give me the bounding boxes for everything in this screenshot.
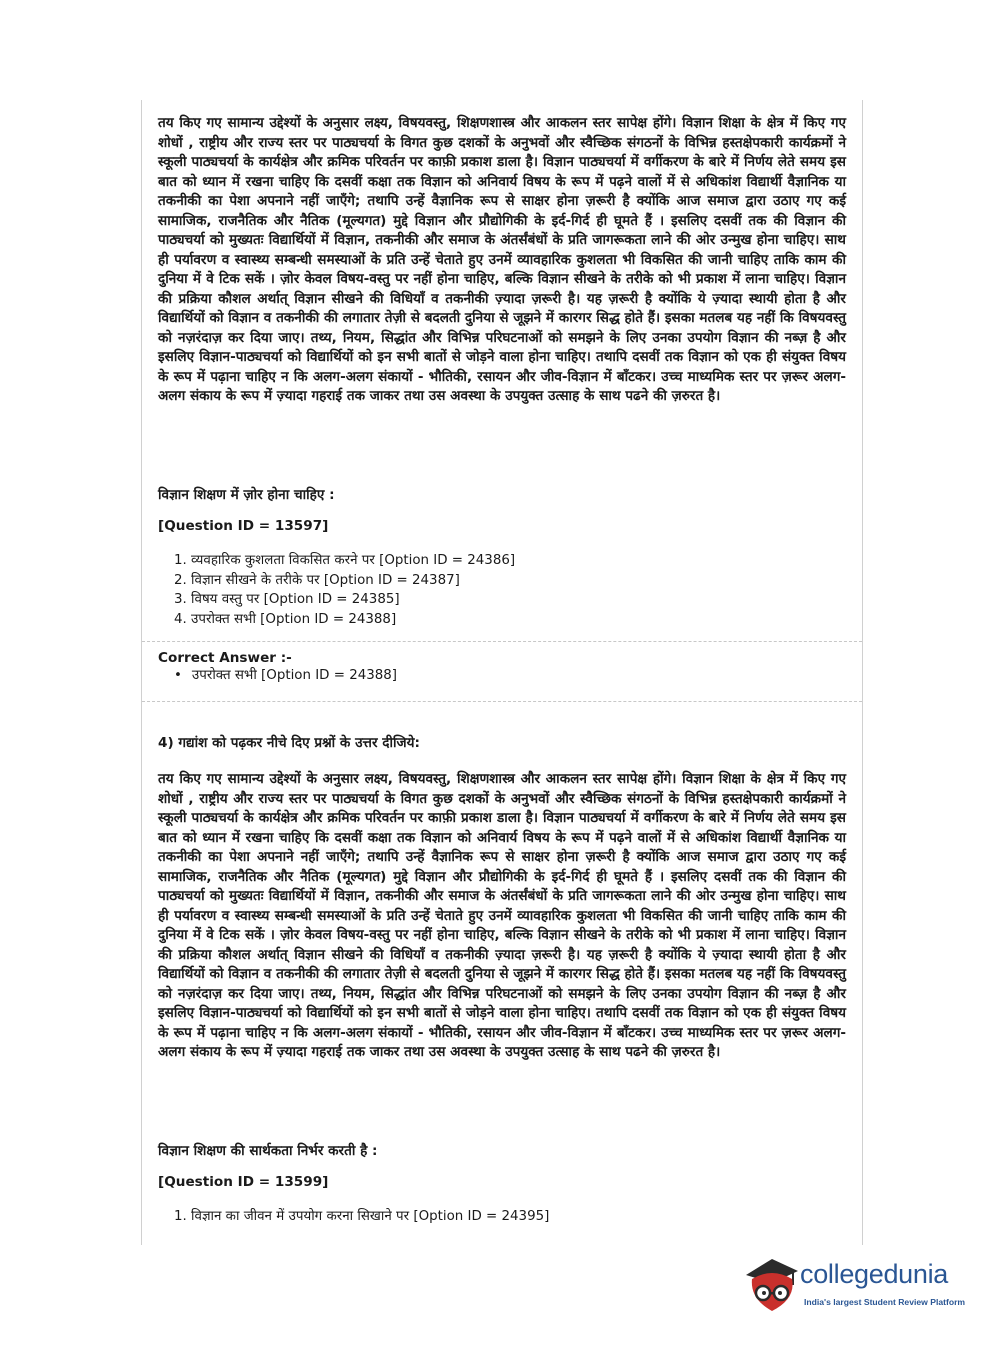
options-list (158, 1207, 846, 1227)
option-item: 4. उपरोक्त सभी [Option ID = 24388] (174, 611, 397, 627)
collegedunia-logo (742, 1253, 972, 1317)
question-2-heading (142, 732, 862, 751)
option-item: 1. विज्ञान का जीवन में उपयोग करना सिखाने पर [Option ID = 24395] (174, 1209, 550, 1224)
passage-text: तय किए गए सामान्य उद्देश्यों के अनुसार लक्ष्य, विषयवस्तु, शिक्षणशास्त्र और आकलन स्तर सापेक्ष होंगे। विज्ञान शिक्षा के क्षेत्र में किए गए शोधों , राष्ट्रीय और राज्य स्तर पर पाठ्यचर्या के विगत कुछ दशकों के अनुभवों और स्वैच्छिक संगठनों के विभिन्न हस्तक्षेपकारी कार्यक्रमों ने स्कूली पाठ्यचर्या के कार्यक्षेत्र और क्रमिक परिवर्तन पर काफ़ी प्रकाश डाला है। विज्ञान पाठ्यचर्या में वर्गीकरण के बारे में निर्णय लेते समय इस बात को ध्यान में रखना चाहिए कि दसवीं कक्षा तक विज्ञान को अनिवार्य विषय के रूप में पढ़ने वालों में से अधिकांश विद्यार्थी वैज्ञानिक या तकनीकी का पेशा अपनाने नहीं जाएँगे; तथापि उन्हें वैज्ञानिक रूप से साक्षर होना ज़रूरी है क्योंकि आज समाज द्वारा उठाए गए कई सामाजिक, राजनैतिक और नैतिक (मूल्यगत) मुद्दे विज्ञान और प्रौद्योगिकी के इर्द-गिर्द ही घूमते हैं । इसलिए दसवीं तक की विज्ञान की पाठ्यचर्या को मुख्यतः विद्यार्थियों में विज्ञान, तकनीकी और समाज के अंतर्संबंधों के प्रति जागरूकता लाने की ओर उन्मुख होना चाहिए। साथ ही पर्यावरण व स्वास्थ्य सम्बन्धी समस्याओं के प्रति उन्हें चेताते हुए उनमें व्यावहारिक कुशलता भी विकसित की जानी चाहिए ताकि काम की दुनिया में वे टिक सकें । ज़ोर केवल विषय-वस्तु पर नहीं होना चाहिए, बल्कि विज्ञान सीखने के तरीके को भी प्रकाश में लाना चाहिए। विज्ञान की प्रक्रिया कौशल अर्थात् विज्ञान सीखने की विधियाँ व तकनीकी ज़्यादा ज़रूरी है। यह ज़रूरी है क्योंकि ये ज़्यादा स्थायी होता है और विद्यार्थियों को विज्ञान व तकनीकी की लगातार तेज़ी से बदलती दुनिया से जूझने में कारगर सिद्ध होते हैं। इसका मतलब यह नहीं कि विषयवस्तु को नज़रंदाज़ कर दिया जाए। तथ्य, नियम, सिद्धांत और विभिन्न परिघटनाओं को समझने के लिए उनका उपयोग विज्ञान की नब्ज़ है और इसलिए विज्ञान-पाठ्यचर्या को विद्यार्थियों को इन सभी बातों से जोड़ने वाला होना चाहिए। तथापि दसवीं तक विज्ञान को एक ही संयुक्त विषय के रूप में पढ़ाना चाहिए न कि अलग-अलग संकायों - भौतिकी, रसायन और जीव-विज्ञान में बाँटकर। उच्च माध्यमिक स्तर पर ज़रूर अलग-अलग संकाय के रूप में ज़्यादा गहराई तक जाकर तथा उस अवस्था के उपयुक्त उत्साह के साथ पढने की ज़रुरत है। (158, 771, 846, 1060)
question-id: [Question ID = 13597] (158, 518, 329, 534)
passage-text: तय किए गए सामान्य उद्देश्यों के अनुसार लक्ष्य, विषयवस्तु, शिक्षणशास्त्र और आकलन स्तर सापेक्ष होंगे। विज्ञान शिक्षा के क्षेत्र में किए गए शोधों , राष्ट्रीय और राज्य स्तर पर पाठ्यचर्या के विगत कुछ दशकों के अनुभवों और स्वैच्छिक संगठनों के विभिन्न हस्तक्षेपकारी कार्यक्रमों ने स्कूली पाठ्यचर्या के कार्यक्षेत्र और क्रमिक परिवर्तन पर काफ़ी प्रकाश डाला है। विज्ञान पाठ्यचर्या में वर्गीकरण के बारे में निर्णय लेते समय इस बात को ध्यान में रखना चाहिए कि दसवीं कक्षा तक विज्ञान को अनिवार्य विषय के रूप में पढ़ने वालों में से अधिकांश विद्यार्थी वैज्ञानिक या तकनीकी का पेशा अपनाने नहीं जाएँगे; तथापि उन्हें वैज्ञानिक रूप से साक्षर होना ज़रूरी है क्योंकि आज समाज द्वारा उठाए गए कई सामाजिक, राजनैतिक और नैतिक (मूल्यगत) मुद्दे विज्ञान और प्रौद्योगिकी के इर्द-गिर्द ही घूमते हैं । इसलिए दसवीं तक की विज्ञान की पाठ्यचर्या को मुख्यतः विद्यार्थियों में विज्ञान, तकनीकी और समाज के अंतर्संबंधों के प्रति जागरूकता लाने की ओर उन्मुख होना चाहिए। साथ ही पर्यावरण व स्वास्थ्य सम्बन्धी समस्याओं के प्रति उन्हें चेताते हुए उनमें व्यावहारिक कुशलता भी विकसित की जानी चाहिए ताकि काम की दुनिया में वे टिक सकें । ज़ोर केवल विषय-वस्तु पर नहीं होना चाहिए, बल्कि विज्ञान सीखने के तरीके को भी प्रकाश में लाना चाहिए। विज्ञान की प्रक्रिया कौशल अर्थात् विज्ञान सीखने की विधियाँ व तकनीकी ज़्यादा ज़रूरी है। यह ज़रूरी है क्योंकि ये ज़्यादा स्थायी होता है और विद्यार्थियों को विज्ञान व तकनीकी की लगातार तेज़ी से बदलती दुनिया से जूझने में कारगर सिद्ध होते हैं। इसका मतलब यह नहीं कि विषयवस्तु को नज़रंदाज़ कर दिया जाए। तथ्य, नियम, सिद्धांत और विभिन्न परिघटनाओं को समझने के लिए उनका उपयोग विज्ञान की नब्ज़ है और इसलिए विज्ञान-पाठ्यचर्या को विद्यार्थियों को इन सभी बातों से जोड़ने वाला होना चाहिए। तथापि दसवीं तक विज्ञान को एक ही संयुक्त विषय के रूप में पढ़ाना चाहिए न कि अलग-अलग संकायों - भौतिकी, रसायन और जीव-विज्ञान में बाँटकर। उच्च माध्यमिक स्तर पर ज़रूर अलग-अलग संकाय के रूप में ज़्यादा गहराई तक जाकर तथा उस अवस्था के उपयुक्त उत्साह के साथ पढने की ज़रुरत है। (158, 115, 846, 404)
question-2 (142, 1140, 862, 1159)
question-text: विज्ञान शिक्षण में ज़ोर होना चाहिए : (158, 487, 335, 503)
divider (142, 701, 862, 702)
question-text: विज्ञान शिक्षण की सार्थकता निर्भर करती है : (158, 1143, 378, 1159)
question-id-2 (142, 1174, 862, 1190)
answer-list (158, 666, 846, 686)
options-2 (142, 1207, 862, 1227)
page-content (141, 100, 863, 1245)
option-item: 2. विज्ञान सीखने के तरीके पर [Option ID = 24387] (174, 572, 460, 588)
correct-answer (142, 650, 862, 686)
option-item: 3. विषय वस्तु पर [Option ID = 24385] (174, 592, 400, 607)
options-1 (142, 551, 862, 629)
question-1 (142, 484, 862, 503)
logo-tagline: India's largest Student Review Platform (804, 1297, 966, 1307)
passage-2 (142, 770, 862, 1063)
question-id-1 (142, 518, 862, 534)
divider (142, 641, 862, 642)
options-list (158, 551, 846, 629)
option-item: 1. व्यवहारिक कुशलता विकसित करने पर [Option ID = 24386] (174, 553, 516, 568)
correct-answer-title: Correct Answer :- (158, 650, 292, 666)
passage-1 (142, 114, 862, 407)
question-heading: 4) गद्यांश को पढ़कर नीचे दिए प्रश्नों के उत्तर दीजिये: (158, 735, 420, 751)
logo-name: collegedunia (800, 1259, 949, 1289)
mascot-icon (742, 1253, 802, 1317)
question-id: [Question ID = 13599] (158, 1174, 329, 1190)
answer-item: • उपरोक्त सभी [Option ID = 24388] (174, 666, 846, 686)
